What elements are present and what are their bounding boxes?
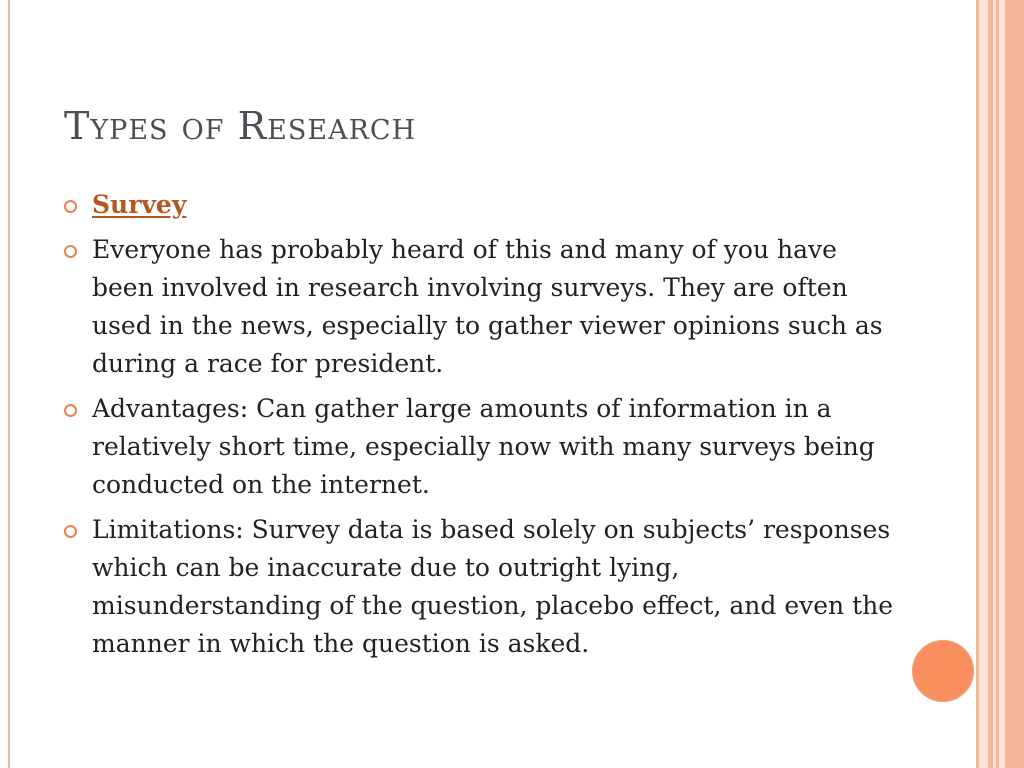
bullet-ring-icon: [64, 404, 77, 417]
bullet-survey: [64, 186, 894, 224]
bullet-advantages: [64, 390, 894, 504]
left-border-line: [8, 0, 10, 768]
bullet-limitations: [64, 511, 894, 663]
slide-title: Types of Research: [64, 104, 417, 148]
stripe: [979, 0, 988, 768]
bullet-text: Advantages: Can gather large amounts of information in a relatively short time, especially now with many surveys being conducted on the internet.: [92, 394, 875, 499]
bullet-ring-icon: [64, 525, 77, 538]
decorative-circle: [912, 640, 974, 702]
survey-link[interactable]: Survey: [92, 190, 187, 219]
bullet-text: Limitations: Survey data is based solely on subjects’ responses which can be inaccurate due to outright lying, misunderstanding of the question, placebo effect, and even the manner in which the question is asked.: [92, 515, 894, 658]
bullet-ring-icon: [64, 200, 77, 213]
bullet-list: [64, 186, 894, 670]
stripe: [1005, 0, 1024, 768]
bullet-ring-icon: [64, 245, 77, 258]
bullet-description: [64, 231, 894, 383]
decorative-stripes: [976, 0, 1024, 768]
bullet-text: Everyone has probably heard of this and many of you have been involved in research involving surveys. They are often used in the news, especially to gather viewer opinions such as during a race for president.: [92, 235, 883, 378]
